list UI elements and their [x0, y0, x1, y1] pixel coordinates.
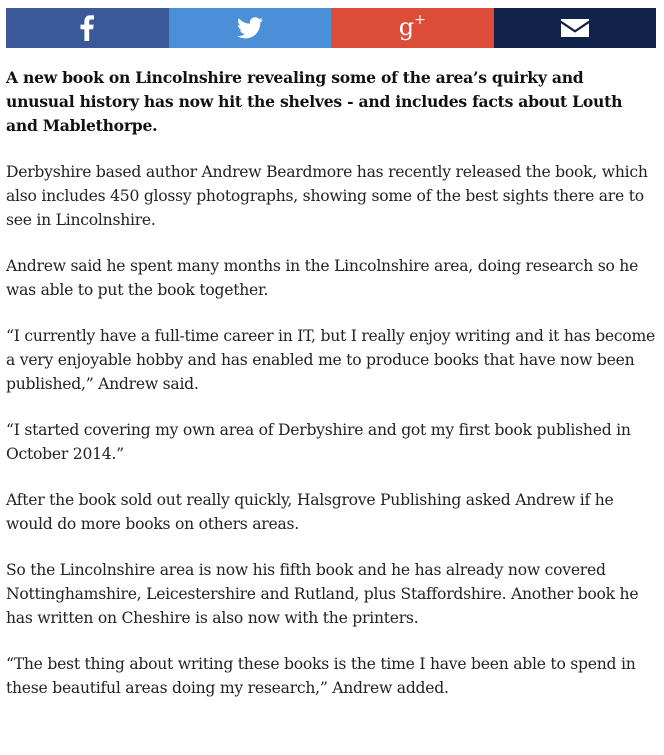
article-paragraph: Derbyshire based author Andrew Beardmore has recently released the book, which also includes 450 glossy photographs, showing some of the best sights there are to see in Lincolnshire.: [6, 163, 648, 229]
facebook-share-button[interactable]: [6, 8, 169, 48]
facebook-icon: [80, 15, 94, 41]
share-bar: [6, 8, 656, 48]
email-icon: [561, 19, 589, 37]
googleplus-share-button[interactable]: [331, 8, 494, 48]
twitter-icon: [237, 17, 263, 39]
article-body: [6, 66, 656, 722]
googleplus-plus: +: [414, 12, 426, 28]
email-share-button[interactable]: [494, 8, 657, 48]
article-paragraph: “I started covering my own area of Derbyshire and got my first book published in October 2014.”: [6, 421, 631, 463]
googleplus-glyph: g: [398, 13, 415, 41]
article-paragraph: Andrew said he spent many months in the Lincolnshire area, doing research so he was able to put the book together.: [6, 257, 639, 299]
article-paragraph: So the Lincolnshire area is now his fifth book and he has already now covered Nottinghamshire, Leicestershire and Rutland, plus Staffordshire. Another book he has written on Cheshire is also now with the printers.: [6, 561, 639, 627]
twitter-share-button[interactable]: [169, 8, 332, 48]
article-lead: A new book on Lincolnshire revealing some of the area’s quirky and unusual history has now hit the shelves - and includes facts about Louth and Mablethorpe.: [6, 68, 623, 135]
googleplus-icon: [398, 12, 426, 41]
article-paragraph: “The best thing about writing these books is the time I have been able to spend in these beautiful areas doing my research,” Andrew added.: [6, 655, 636, 697]
article-paragraph: After the book sold out really quickly, Halsgrove Publishing asked Andrew if he would do more books on others areas.: [6, 491, 614, 533]
article-paragraph: “I currently have a full-time career in IT, but I really enjoy writing and it has become a very enjoyable hobby and has enabled me to produce books that have now been published,” Andrew said.: [6, 327, 655, 393]
